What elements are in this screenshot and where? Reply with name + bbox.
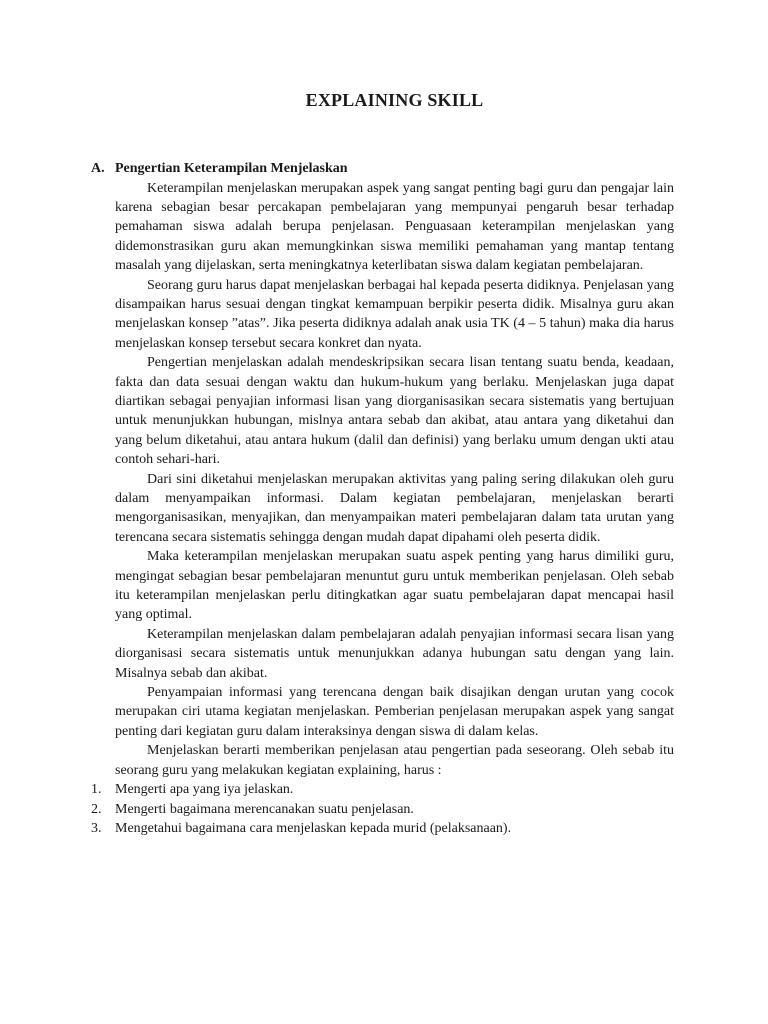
numbered-list bbox=[91, 780, 674, 838]
paragraph-3: Pengertian menjelaskan adalah mendeskripsikan secara lisan tentang suatu benda, keadaan, fakta dan data sesuai dengan waktu dan hukum-hukum yang berlaku. Menjelaskan juga dapat diartikan sebagai penyajian informasi lisan yang diorganisasikan secara sistematis yang bertujuan untuk menunjukkan hubungan, mislnya antara sebab dan akibat, atau antara yang diketahui dan yang belum diketahui, atau antara hukum (dalil dan definisi) yang berlaku umum dengan ukti atau contoh sehari-hari. bbox=[115, 355, 674, 468]
list-item-number: 1. bbox=[91, 782, 102, 798]
paragraph-1: Keterampilan menjelaskan merupakan aspek yang sangat penting bagi guru dan pengajar lain karena sebagian besar percakapan pembelajaran yang mempunyai pengaruh besar terhadap pemahaman siswa adalah berupa penjelasan. Penguasaan keterampilan menjelaskan yang didemonstrasikan guru akan memungkinkan siswa memiliki pemahaman yang mantap tentang masalah yang dijelaskan, serta meningkatnya keterlibatan siswa dalam kegiatan pembelajaran. bbox=[115, 180, 674, 274]
paragraph-5: Maka keterampilan menjelaskan merupakan suatu aspek penting yang harus dimiliki guru, mengingat sebagian besar pembelajaran menuntut guru untuk memberikan penjelasan. Oleh sebab itu keterampilan menjelaskan perlu ditingkatkan agar suatu pembelajaran dapat mencapai hasil yang optimal. bbox=[115, 549, 674, 623]
section-heading bbox=[91, 159, 674, 179]
section-letter: A. bbox=[91, 161, 105, 176]
paragraph-4: Dari sini diketahui menjelaskan merupakan aktivitas yang paling sering dilakukan oleh guru dalam menyampaikan informasi. Dalam kegiatan pembelajaran, menjelaskan berarti mengorganisasikan, menyajikan, dan menyampaikan materi pembelajaran dalam tata urutan yang terencana secara sistematis sehingga dengan mudah dapat dipahami oleh peserta didik. bbox=[115, 471, 674, 545]
list-item-text: Mengerti bagaimana merencanakan suatu penjelasan. bbox=[115, 801, 414, 817]
list-item-number: 2. bbox=[91, 801, 102, 817]
paragraph-2: Seorang guru harus dapat menjelaskan berbagai hal kepada peserta didiknya. Penjelasan yang disampaikan harus sesuai dengan tingkat kemampuan berpikir peserta didik. Misalnya guru akan menjelaskan konsep ”atas”. Jika peserta didiknya adalah anak usia TK (4 – 5 tahun) maka dia harus menjelaskan konsep tersebut secara konkret dan nyata. bbox=[115, 277, 674, 351]
paragraph-6: Keterampilan menjelaskan dalam pembelajaran adalah penyajian informasi secara lisan yang diorganisasi secara sistematis untuk menunjukkan adanya hubungan satu dengan yang lain. Misalnya sebab dan akibat. bbox=[115, 626, 674, 681]
list-item-text: Mengetahui bagaimana cara menjelaskan kepada murid (pelaksanaan). bbox=[115, 820, 512, 836]
document-title: EXPLAINING SKILL bbox=[305, 90, 484, 110]
list-item-number: 3. bbox=[91, 820, 102, 836]
paragraph-7: Penyampaian informasi yang terencana dengan baik disajikan dengan urutan yang cocok merupakan ciri utama kegiatan menjelaskan. Pemberian penjelasan merupakan aspek yang sangat penting dari kegiatan guru dalam interaksinya dengan siswa di dalam kelas. bbox=[115, 685, 674, 739]
list-item bbox=[91, 800, 674, 819]
paragraph-8: Menjelaskan berarti memberikan penjelasan atau pengertian pada seseorang. Oleh sebab itu seorang guru yang melakukan kegiatan explaining, harus : bbox=[115, 743, 674, 778]
list-item bbox=[91, 819, 674, 838]
list-item-text: Mengerti apa yang iya jelaskan. bbox=[115, 782, 294, 798]
document-page bbox=[91, 88, 674, 838]
list-item bbox=[91, 780, 674, 799]
section-heading-text: Pengertian Keterampilan Menjelaskan bbox=[115, 161, 348, 176]
